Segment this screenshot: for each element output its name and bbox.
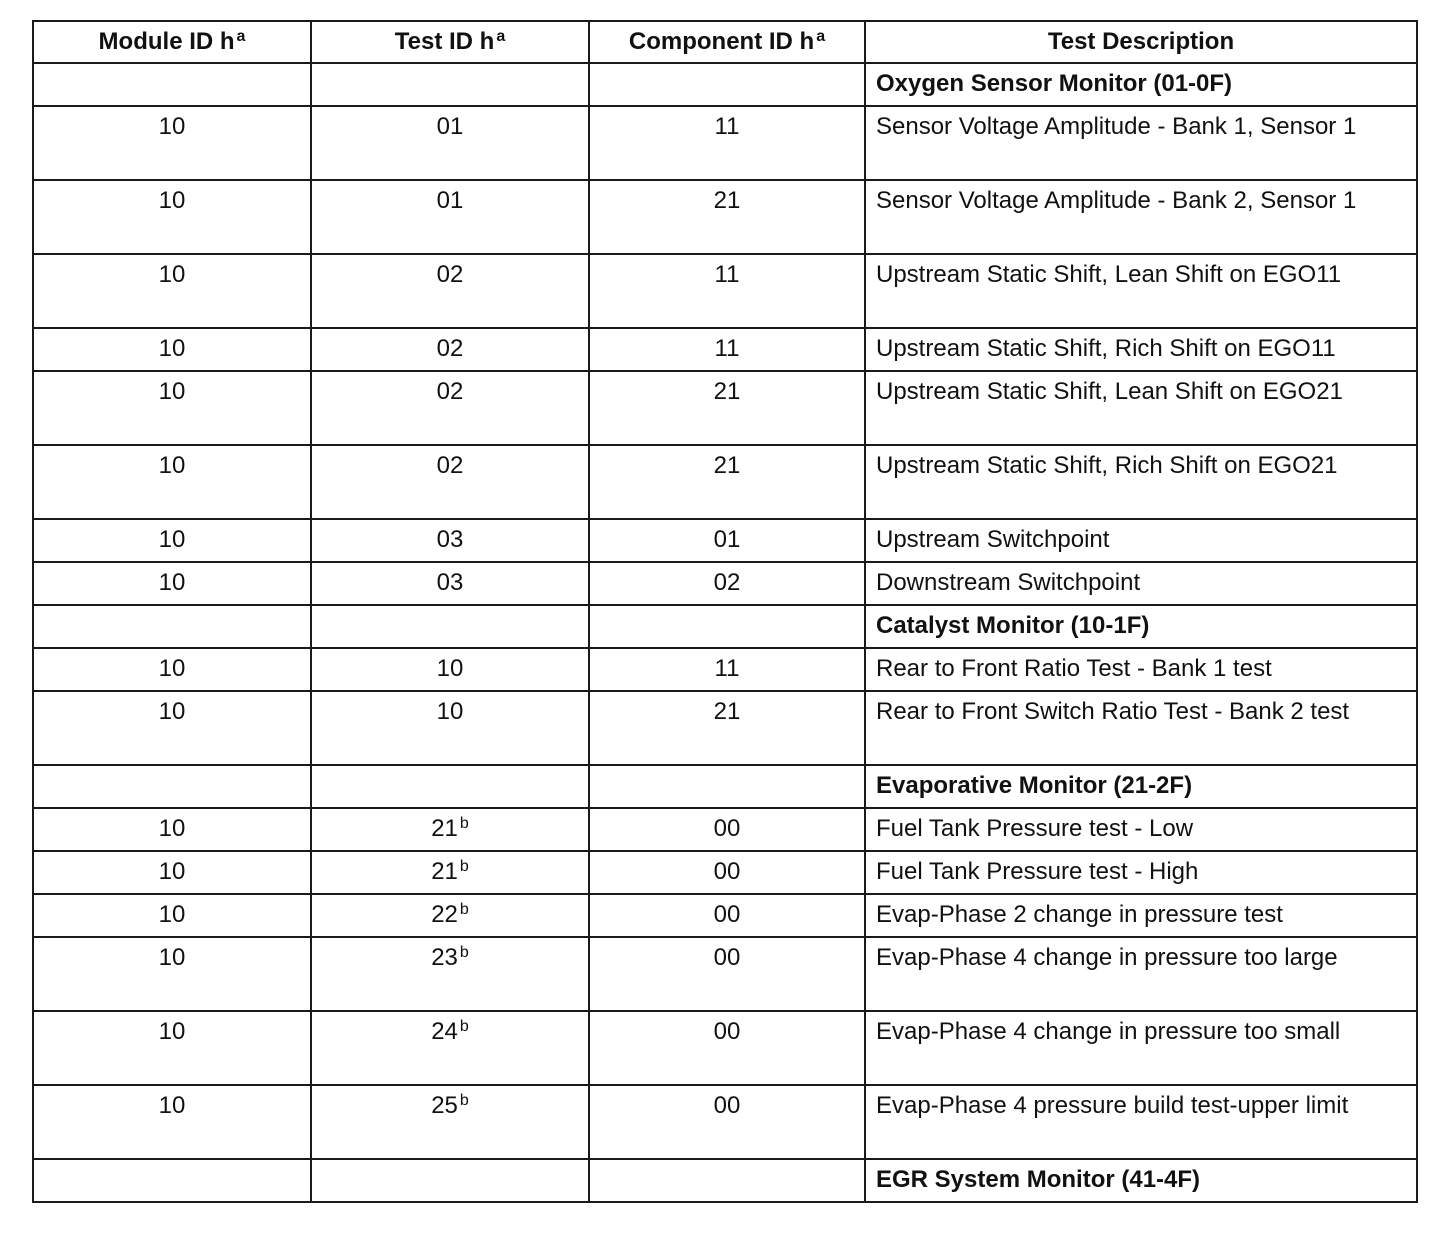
component-id-cell xyxy=(589,562,865,605)
test-id-cell xyxy=(311,562,589,605)
component-id-cell-value: 00 xyxy=(713,1092,741,1119)
section-row xyxy=(33,1159,1417,1202)
test-description-cell: Sensor Voltage Amplitude - Bank 2, Sensor 1 xyxy=(865,180,1417,254)
test-description-cell: Evap-Phase 2 change in pressure test xyxy=(865,894,1417,937)
module-id-cell xyxy=(33,180,311,254)
test-id-cell-value: 10 xyxy=(436,655,464,682)
module-id-cell xyxy=(33,1159,311,1202)
module-id-cell-value: 10 xyxy=(158,187,186,214)
test-id-cell xyxy=(311,445,589,519)
header-component-id-label: Component ID h xyxy=(628,28,815,55)
test-id-cell-value: 24 xyxy=(431,1018,458,1045)
test-id-cell xyxy=(311,894,589,937)
module-id-cell xyxy=(33,648,311,691)
footnote-b-marker: b xyxy=(459,1018,469,1035)
module-id-cell-value: 10 xyxy=(158,335,186,362)
module-id-cell xyxy=(33,371,311,445)
table-row xyxy=(33,894,1417,937)
component-id-cell xyxy=(589,648,865,691)
test-id-cell xyxy=(311,691,589,765)
module-id-cell xyxy=(33,808,311,851)
module-id-cell xyxy=(33,254,311,328)
module-id-cell-value: 10 xyxy=(158,655,186,682)
module-id-cell xyxy=(33,1011,311,1085)
table-row xyxy=(33,254,1417,328)
section-title-cell: Oxygen Sensor Monitor (01-0F) xyxy=(865,63,1417,106)
section-title-cell: EGR System Monitor (41-4F) xyxy=(865,1159,1417,1202)
test-description-cell: Fuel Tank Pressure test - High xyxy=(865,851,1417,894)
table-row xyxy=(33,519,1417,562)
module-id-cell xyxy=(33,562,311,605)
test-description-cell: Sensor Voltage Amplitude - Bank 1, Sensor 1 xyxy=(865,106,1417,180)
module-id-cell xyxy=(33,328,311,371)
test-id-cell-value: 10 xyxy=(436,698,464,725)
test-description-cell: Rear to Front Switch Ratio Test - Bank 2 test xyxy=(865,691,1417,765)
test-id-cell-value: 02 xyxy=(436,378,464,405)
component-id-cell-value: 00 xyxy=(713,1018,741,1045)
component-id-cell-value: 11 xyxy=(714,113,740,140)
footnote-a-marker: a xyxy=(236,28,246,45)
component-id-cell xyxy=(589,328,865,371)
test-description-cell: Upstream Static Shift, Lean Shift on EGO21 xyxy=(865,371,1417,445)
test-id-cell-value: 01 xyxy=(436,113,464,140)
test-id-table xyxy=(32,20,1418,1203)
test-id-cell-value: 03 xyxy=(436,526,464,553)
header-row xyxy=(33,21,1417,63)
component-id-cell xyxy=(589,937,865,1011)
component-id-cell xyxy=(589,1011,865,1085)
module-id-cell-value: 10 xyxy=(158,378,186,405)
component-id-cell xyxy=(589,371,865,445)
footnote-a-marker: a xyxy=(816,28,826,45)
test-description-cell: Fuel Tank Pressure test - Low xyxy=(865,808,1417,851)
module-id-cell-value: 10 xyxy=(158,1092,186,1119)
module-id-cell xyxy=(33,445,311,519)
component-id-cell-value: 21 xyxy=(713,698,741,725)
component-id-cell xyxy=(589,851,865,894)
test-id-cell-value: 21 xyxy=(431,858,458,885)
section-row xyxy=(33,765,1417,808)
module-id-cell-value: 10 xyxy=(158,858,186,885)
module-id-cell-value: 10 xyxy=(158,1018,186,1045)
component-id-cell xyxy=(589,691,865,765)
header-test-description-label: Test Description xyxy=(1047,28,1235,55)
test-id-cell-value: 02 xyxy=(436,261,464,288)
test-description-cell: Evap-Phase 4 pressure build test-upper limit xyxy=(865,1085,1417,1159)
header-test-description xyxy=(865,21,1417,63)
test-id-cell xyxy=(311,328,589,371)
section-row xyxy=(33,605,1417,648)
header-module-id xyxy=(33,21,311,63)
component-id-cell xyxy=(589,106,865,180)
component-id-cell xyxy=(589,894,865,937)
table-row xyxy=(33,562,1417,605)
header-component-id xyxy=(589,21,865,63)
table-row xyxy=(33,937,1417,1011)
test-id-cell xyxy=(311,1159,589,1202)
component-id-cell xyxy=(589,254,865,328)
component-id-cell-value: 00 xyxy=(713,901,741,928)
component-id-cell-value: 00 xyxy=(713,944,741,971)
module-id-cell-value: 10 xyxy=(158,698,186,725)
component-id-cell-value: 00 xyxy=(713,815,741,842)
test-id-cell xyxy=(311,937,589,1011)
table-row xyxy=(33,1011,1417,1085)
section-title-cell: Catalyst Monitor (10-1F) xyxy=(865,605,1417,648)
test-id-cell-value: 01 xyxy=(436,187,464,214)
table-row xyxy=(33,808,1417,851)
component-id-cell-value: 21 xyxy=(713,452,741,479)
test-id-cell xyxy=(311,1011,589,1085)
table-row xyxy=(33,106,1417,180)
component-id-cell xyxy=(589,180,865,254)
test-id-cell xyxy=(311,1085,589,1159)
component-id-cell-value: 21 xyxy=(713,187,741,214)
table-row xyxy=(33,648,1417,691)
test-id-cell xyxy=(311,648,589,691)
footnote-b-marker: b xyxy=(459,1092,469,1109)
test-id-cell-value: 23 xyxy=(431,944,458,971)
table-row xyxy=(33,1085,1417,1159)
component-id-cell xyxy=(589,445,865,519)
footnote-b-marker: b xyxy=(459,901,469,918)
table-row xyxy=(33,371,1417,445)
component-id-cell-value: 11 xyxy=(714,335,740,362)
test-id-cell xyxy=(311,106,589,180)
table-row xyxy=(33,691,1417,765)
module-id-cell xyxy=(33,851,311,894)
table-row xyxy=(33,445,1417,519)
table-row xyxy=(33,851,1417,894)
component-id-cell-value: 11 xyxy=(714,261,740,288)
test-id-cell-value: 25 xyxy=(431,1092,458,1119)
module-id-cell-value: 10 xyxy=(158,113,186,140)
module-id-cell-value: 10 xyxy=(158,815,186,842)
test-id-cell xyxy=(311,63,589,106)
component-id-cell-value: 00 xyxy=(713,858,741,885)
footnote-b-marker: b xyxy=(459,858,469,875)
test-id-cell xyxy=(311,765,589,808)
module-id-cell xyxy=(33,894,311,937)
module-id-cell-value: 10 xyxy=(158,261,186,288)
component-id-cell xyxy=(589,63,865,106)
test-id-cell xyxy=(311,254,589,328)
test-id-cell xyxy=(311,851,589,894)
table-body xyxy=(33,63,1417,1202)
test-id-cell xyxy=(311,180,589,254)
test-id-cell xyxy=(311,371,589,445)
component-id-cell xyxy=(589,519,865,562)
test-description-cell: Rear to Front Ratio Test - Bank 1 test xyxy=(865,648,1417,691)
component-id-cell xyxy=(589,1159,865,1202)
module-id-cell xyxy=(33,937,311,1011)
test-id-cell-value: 21 xyxy=(431,815,458,842)
footnote-b-marker: b xyxy=(459,944,469,961)
section-title-cell: Evaporative Monitor (21-2F) xyxy=(865,765,1417,808)
module-id-cell-value: 10 xyxy=(158,569,186,596)
module-id-cell xyxy=(33,1085,311,1159)
component-id-cell xyxy=(589,1085,865,1159)
test-description-cell: Upstream Switchpoint xyxy=(865,519,1417,562)
module-id-cell-value: 10 xyxy=(158,901,186,928)
module-id-cell xyxy=(33,765,311,808)
test-id-cell-value: 22 xyxy=(431,901,458,928)
test-id-cell-value: 02 xyxy=(436,335,464,362)
module-id-cell xyxy=(33,605,311,648)
table-row xyxy=(33,328,1417,371)
module-id-cell-value: 10 xyxy=(158,452,186,479)
table-row xyxy=(33,180,1417,254)
test-id-cell xyxy=(311,519,589,562)
test-id-cell xyxy=(311,605,589,648)
module-id-cell-value: 10 xyxy=(158,944,186,971)
component-id-cell-value: 21 xyxy=(713,378,741,405)
test-id-cell xyxy=(311,808,589,851)
test-id-cell-value: 02 xyxy=(436,452,464,479)
component-id-cell-value: 02 xyxy=(713,569,741,596)
header-module-id-label: Module ID h xyxy=(98,28,235,55)
header-test-id-label: Test ID h xyxy=(394,28,495,55)
module-id-cell xyxy=(33,691,311,765)
test-description-cell: Upstream Static Shift, Rich Shift on EGO11 xyxy=(865,328,1417,371)
component-id-cell xyxy=(589,765,865,808)
test-description-cell: Upstream Static Shift, Lean Shift on EGO11 xyxy=(865,254,1417,328)
module-id-cell xyxy=(33,63,311,106)
test-id-cell-value: 03 xyxy=(436,569,464,596)
module-id-cell-value: 10 xyxy=(158,526,186,553)
test-description-cell: Evap-Phase 4 change in pressure too large xyxy=(865,937,1417,1011)
component-id-cell-value: 01 xyxy=(713,526,741,553)
component-id-cell xyxy=(589,605,865,648)
test-description-cell: Evap-Phase 4 change in pressure too small xyxy=(865,1011,1417,1085)
component-id-cell xyxy=(589,808,865,851)
test-description-cell: Downstream Switchpoint xyxy=(865,562,1417,605)
header-test-id xyxy=(311,21,589,63)
module-id-cell xyxy=(33,106,311,180)
footnote-a-marker: a xyxy=(496,28,506,45)
module-id-cell xyxy=(33,519,311,562)
component-id-cell-value: 11 xyxy=(714,655,740,682)
test-description-cell: Upstream Static Shift, Rich Shift on EGO21 xyxy=(865,445,1417,519)
footnote-b-marker: b xyxy=(459,815,469,832)
section-row xyxy=(33,63,1417,106)
